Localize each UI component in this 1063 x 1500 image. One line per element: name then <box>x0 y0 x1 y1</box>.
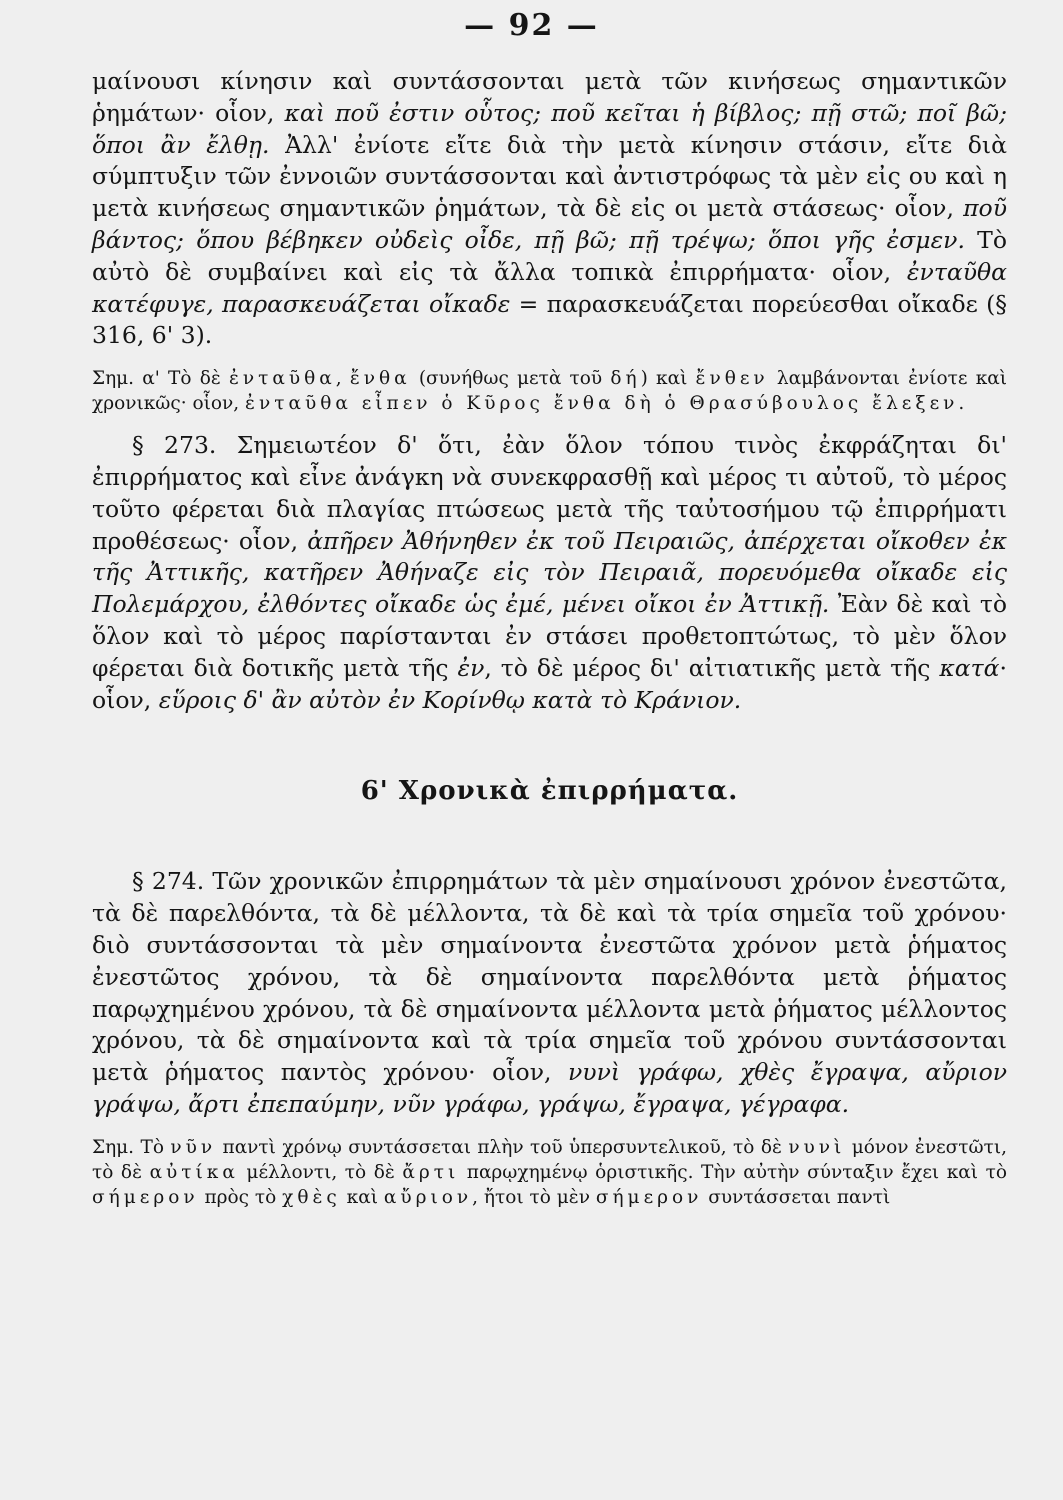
paragraph-273 <box>92 430 1007 716</box>
spaced-word: ἄρτι <box>402 1161 460 1183</box>
italic-example: νυνὶ γράφω, χθὲς ἔγραψα, αὔριον γράψω, ἄρτι ἐπεπαύμην, νῦν γράφω, γράψω, ἔγραψα, γέγραφα. <box>92 1058 1008 1118</box>
text-run: = παρασκευάζεται πορεύεσθαι οἴκαδε (§ 316, 6' 3). <box>92 289 1007 350</box>
spaced-word: δή <box>610 368 641 390</box>
page-number: — 92 — <box>464 8 599 43</box>
italic-example: ἀπῆρεν Ἀθήνηθεν ἐκ τοῦ Πειραιῶς, ἀπέρχεται οἴκοθεν ἐκ τῆς Ἀττικῆς, κατῆρεν Ἀθήναζε εἰς τὸν Πειραιᾶ, πορευόμεθα οἴκαδε εἰς Πολεμάρχου, ἐλθόντες οἴκαδε ὡς ἐμέ, μένει οἴκοι ἐν Ἀττικῇ. <box>92 526 1007 619</box>
spaced-word: χθὲς <box>282 1186 341 1208</box>
note-274 <box>92 1135 1007 1210</box>
text-run: § 273. Σημειωτέον δ' ὅτι, ἐὰν ὅλον τόπου τινὸς ἐκφράζηται δι' ἐπιρρήματος καὶ εἶνε ἀνάγκη νὰ συνεκφρασθῇ καὶ μέρος τι αὐτοῦ, τὸ μέρος τοῦτο φέρεται διὰ πλαγίας πτώσεως μετὰ τῆς ταὐτοσήμου τῷ ἐπιρρήματι προθέσεως· οἷον, <box>92 431 1007 555</box>
text-run: · οἷον, <box>92 653 1007 714</box>
text-run: § 274. Τῶν χρονικῶν ἐπιρρημάτων τὰ μὲν σημαίνουσι χρόνον ἐνεστῶτα, τὰ δὲ παρελθόντα, τὰ δὲ μέλλοντα, τὰ δὲ καὶ τὰ τρία σημεῖα τοῦ χρόνου· διὸ συντάσσονται τὰ μὲν σημαίνοντα ἐνεστῶτα χρόνον μετὰ ῥήματος ἐνεστῶτος χρόνου, τὰ δὲ σημαίνοντα παρελθόντα μετὰ ῥήματος παρῳχημένου χρόνου, τὰ δὲ σημαίνοντα μέλλοντα μετὰ ῥήματος μέλλοντος χρόνου, τὰ δὲ σημαίνοντα καὶ τὰ τρία σημεῖα τοῦ χρόνου συντάσσονται μετὰ ῥήματος παντὸς χρόνου· οἷον, <box>92 867 1007 1087</box>
paragraph-continued <box>92 66 1007 352</box>
italic-word: κατά <box>939 653 1000 682</box>
text-run: , ἤτοι τὸ μὲν <box>472 1186 596 1208</box>
text-run: πρὸς τὸ <box>198 1186 283 1208</box>
section-heading: 6' Χρονικὰ ἐπιρρήματα. <box>360 776 739 807</box>
text-run: Σημ. α' Τὸ δὲ <box>92 368 229 390</box>
text-run: Σημ. Τὸ <box>92 1136 171 1158</box>
italic-example: καὶ ποῦ ἐστιν οὗτος; ποῦ κεῖται ἡ βίβλος; πῇ στῶ; ποῖ βῶ; ὅποι ἂν ἔλθῃ. <box>92 98 1007 159</box>
spaced-word: αὐτίκα <box>149 1161 239 1183</box>
spaced-word: αὔριον <box>383 1186 473 1208</box>
text-run: (συνήθως μετὰ τοῦ <box>410 368 611 390</box>
italic-word: ἐν <box>457 653 485 682</box>
text-run: μαίνουσι κίνησιν καὶ συντάσσονται μετὰ τῶν κινήσεως σημαντικῶν ῥημάτων· οἷον, <box>92 67 1007 127</box>
spaced-word: σήμερον <box>595 1186 703 1208</box>
page-body <box>92 66 1007 1210</box>
paragraph-274 <box>92 866 1007 1120</box>
text-run: , <box>335 368 350 390</box>
text-run: παρῳχημένῳ ὁριστικῆς. Τὴν αὐτὴν σύνταξιν ἔχει καὶ τὸ <box>459 1161 1007 1183</box>
text-run: μόνον ἐνεστῶτι, τὸ δὲ <box>92 1136 1007 1183</box>
spaced-word: ἐνταῦθα εἶπεν ὁ Κῦρος ἔνθα δὴ ὁ Θρασύβουλος ἔλεξεν. <box>245 393 969 415</box>
italic-example: εὕροις δ' ἂν αὐτὸν ἐν Κορίνθῳ κατὰ τὸ Κράνιον. <box>158 685 742 714</box>
spaced-word: ἐνταῦθα <box>228 368 336 390</box>
note-alpha <box>92 366 1007 416</box>
text-run: συντάσσεται παντὶ <box>702 1186 891 1208</box>
text-run: ) καὶ <box>640 368 696 390</box>
text-run: Ἐὰν δὲ καὶ τὸ ὅλον καὶ τὸ μέρος παρίστανται ἐν στάσει προθετοπτώτως, τὸ μὲν ὅλον φέρεται διὰ δοτικῆς μετὰ τῆς <box>92 590 1007 682</box>
spaced-word: σήμερον <box>92 1186 199 1208</box>
italic-example: ποῦ βάντος; ὅπου βέβηκεν οὐδεὶς οἶδε, πῇ βῶ; πῇ τρέψω; ὅποι γῆς ἐσμεν. <box>92 194 1007 254</box>
text-run: καὶ <box>340 1186 384 1208</box>
text-run: Ἀλλ' ἐνίοτε εἴτε διὰ τὴν μετὰ κίνησιν στάσιν, εἴτε διὰ σύμπτυξιν τῶν ἐννοιῶν συντάσσονται καὶ ἀντιστρόφως τὰ μὲν εἰς ου καὶ η μετὰ κινήσεως σημαντικῶν ῥημάτων, τὰ δὲ εἰς οι μετὰ στάσεως· οἷον, <box>92 130 1007 223</box>
text-run: Τὸ αὐτὸ δὲ συμβαίνει καὶ εἰς τὰ ἄλλα τοπικὰ ἐπιρρήματα· οἷον, <box>92 225 1007 286</box>
text-run: λαμβάνονται ἐνίοτε καὶ χρονικῶς· οἷον, <box>92 368 1007 415</box>
text-run: , τὸ δὲ μέρος δι' αἰτιατικῆς μετὰ τῆς <box>484 653 940 682</box>
text-run: μέλλοντι, τὸ δὲ <box>238 1161 403 1183</box>
italic-example: ἐνταῦθα κατέφυγε, παρασκευάζεται οἴκαδε <box>92 257 1007 318</box>
spaced-word: νῦν <box>170 1136 217 1158</box>
text-run: παντὶ χρόνῳ συντάσσεται πλὴν τοῦ ὑπερσυντελικοῦ, τὸ δὲ <box>216 1136 789 1158</box>
spaced-word: ἔνθα <box>349 368 411 390</box>
spaced-word: νυνὶ <box>788 1136 846 1158</box>
spaced-word: ἔνθεν <box>695 368 769 390</box>
